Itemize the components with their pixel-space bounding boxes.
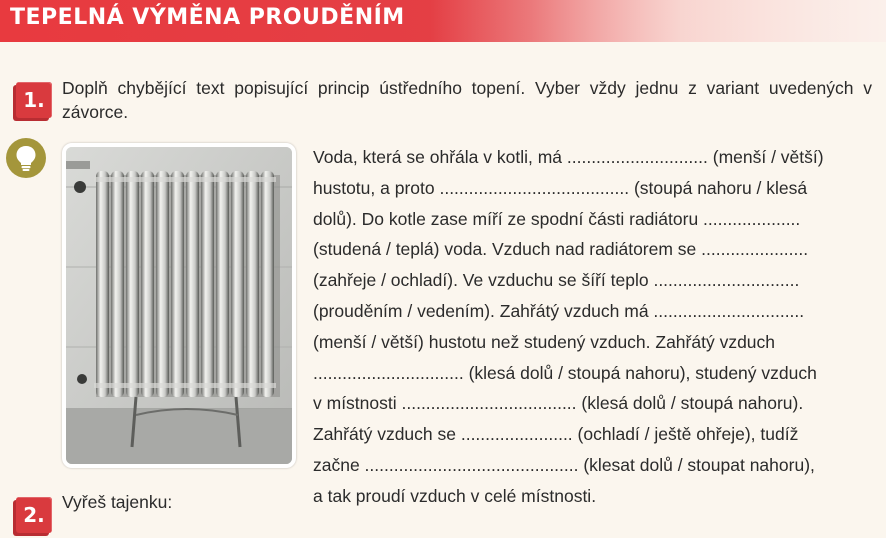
task-2-instruction: Vyřeš tajenku:	[62, 492, 173, 512]
fill-line-1: Voda, která se ohřála v kotli, má ............................. (menší / větší)	[313, 147, 824, 167]
fill-line-2: hustotu, a proto ....................................... (stoupá nahoru / klesá	[313, 177, 808, 198]
fill-line-5: (zahřeje / ochladí). Ve vzduchu se šíří teplo ..............................	[313, 270, 800, 291]
fill-in-paragraph	[313, 142, 873, 512]
fill-line-7: (menší / větší) hustotu než studený vzduch. Zahřátý vzduch	[313, 331, 776, 352]
fill-line-12: a tak proudí vzduch v celé místnosti.	[313, 485, 597, 506]
fill-line-6: (prouděním / vedením). Zahřátý vzduch má ...............................	[313, 300, 805, 321]
task-1-instruction: Doplň chybějící text popisující princip ústředního topení. Vyber vždy jednu z variant uvedených v závorce.	[62, 78, 872, 122]
page-title: TEPELNÁ VÝMĚNA PROUDĚNÍM	[10, 5, 405, 30]
fill-line-9: v místnosti .................................... (klesá dolů / stoupá nahoru).	[313, 393, 804, 414]
fill-line-3: dolů). Do kotle zase míří ze spodní části radiátoru ....................	[313, 208, 801, 229]
radiator-photo	[62, 143, 296, 468]
lightbulb-icon	[6, 138, 46, 178]
fill-line-8: ............................... (klesá dolů / stoupá nahoru), studený vzduch	[313, 362, 817, 383]
fill-line-4: (studená / teplá) voda. Vzduch nad radiátorem se ......................	[313, 239, 809, 260]
fill-line-11: začne ............................................ (klesat dolů / stoupat nahoru),	[313, 454, 815, 475]
task-number-badge-2: 2.	[16, 497, 52, 533]
fill-line-10: Zahřátý vzduch se ....................... (ochladí / ještě ohřeje), tudíž	[313, 424, 799, 445]
task-number-badge-1: 1.	[16, 82, 52, 118]
header-banner-fade	[430, 0, 886, 42]
